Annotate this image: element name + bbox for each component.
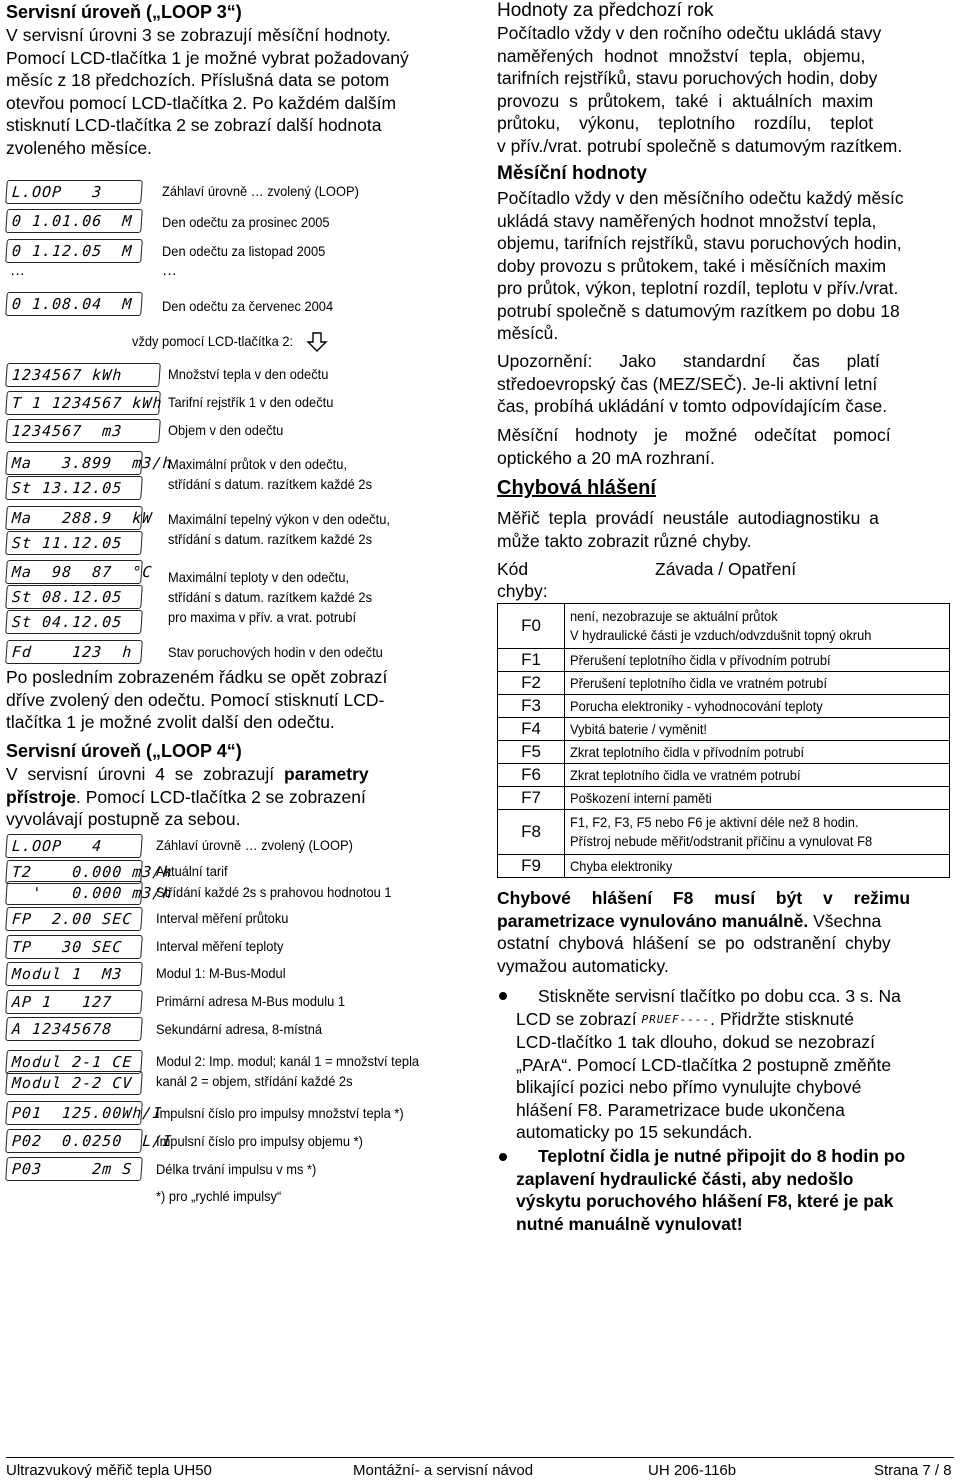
lcd-display: Ma 288.9 kW xyxy=(5,506,143,530)
lcd-label: Maximální teploty v den odečtu, xyxy=(168,569,350,585)
modul2-row xyxy=(6,1069,142,1096)
text-line xyxy=(497,910,953,933)
text-line: ukládá stavy naměřených hodnot množství tepla, xyxy=(497,210,877,231)
error-code: F0 xyxy=(498,604,565,649)
max-row xyxy=(6,529,142,556)
text-line: nutné manuálně vynulovat! xyxy=(516,1213,743,1234)
loop3-intro-line: zvoleného měsíce. xyxy=(6,137,152,158)
table-row xyxy=(498,764,950,787)
loop4-intro xyxy=(6,763,461,831)
lcd-display: 1234567 kWh xyxy=(5,363,161,387)
footer-product: Ultrazvukový měřič tepla UH50 xyxy=(6,1462,212,1479)
text-line: měsíců. xyxy=(497,323,559,343)
value-row xyxy=(6,389,164,416)
text-line: výskytu poruchového hlášení F8, které je pak xyxy=(516,1191,894,1211)
max-row xyxy=(6,583,142,610)
lcd-label: Délka trvání impulsu v ms *) xyxy=(156,1161,317,1177)
bold-span: přístroje xyxy=(6,786,77,807)
lcd-display: St 08.12.05 xyxy=(5,585,143,609)
error-line: F1, F2, F3, F5 nebo F6 je aktivní déle než 8 hodin. xyxy=(570,814,859,830)
lcd-label: pro maxima v přív. a vrat. potrubí xyxy=(168,609,357,625)
text-span: Všechna xyxy=(808,910,882,931)
text-line: LCD-tlačítko 1 tak dlouho, dokud se nezobrazí xyxy=(516,1032,875,1053)
text-line: Stiskněte servisní tlačítko po dobu cca. 3 s. Na xyxy=(538,986,901,1006)
lcd-label: Tarifní rejstřík 1 v den odečtu xyxy=(168,394,334,410)
text-span: LCD se zobrazí xyxy=(516,1008,637,1029)
loop4-row xyxy=(6,960,142,987)
lcd-display: AP 1 127 xyxy=(5,990,143,1014)
bullet-text xyxy=(497,1145,953,1235)
code-header xyxy=(497,558,548,602)
pulse-row xyxy=(6,1127,174,1154)
footer-rule xyxy=(6,1457,954,1458)
text-line: naměřených hodnot množství tepla, objemu, xyxy=(497,45,866,66)
errors-title: Chybová hlášení xyxy=(497,477,656,499)
lcd-display: 0 1.01.06 M xyxy=(5,209,143,233)
error-line: není, nezobrazuje se aktuální průtok xyxy=(570,608,778,624)
error-code: F4 xyxy=(498,718,565,741)
text-line xyxy=(516,1008,953,1032)
ellipsis: … xyxy=(10,262,25,279)
fault-header: Závada / Opatření xyxy=(655,559,797,579)
loop4-row xyxy=(6,832,142,859)
text-line: doby provozu s průtokem, také i měsíčních maxim xyxy=(497,255,887,276)
lcd-label: Maximální průtok v den odečtu, xyxy=(168,456,347,472)
text-span: . Pomocí LCD-tlačítka 2 se zobrazení xyxy=(76,786,366,807)
arrow-down-icon xyxy=(306,331,328,353)
lcd-display: 0 1.12.05 M xyxy=(5,239,143,263)
error-desc xyxy=(565,741,950,764)
pulse-row xyxy=(6,1155,142,1182)
lcd-display: T2 0.000 m3/h xyxy=(5,860,143,884)
table-row xyxy=(498,604,950,649)
lcd-display: TP 30 SEC xyxy=(5,935,143,959)
lcd-label: Interval měření teploty xyxy=(156,938,284,954)
lcd-display: 0 1.08.04 M xyxy=(5,292,143,316)
lcd-display: 1234567 m3 xyxy=(5,419,161,443)
lcd-label: Maximální tepelný výkon v den odečtu, xyxy=(168,511,390,527)
lcd-label: Střídání každé 2s s prahovou hodnotou 1 xyxy=(156,884,392,900)
pulse-row xyxy=(6,1099,164,1126)
monthly-title: Měsíční hodnoty xyxy=(497,163,647,184)
footer-doc: UH 206-116b xyxy=(648,1462,737,1479)
error-line: Porucha elektroniky - vyhodnocování teploty xyxy=(570,697,823,714)
text-line: může takto zobrazit různé chyby. xyxy=(497,530,752,551)
notice-text xyxy=(497,350,953,418)
lcd-label: Stav poruchových hodin v den odečtu xyxy=(168,644,383,660)
loop4-row xyxy=(6,905,142,932)
text-line: potrubí společně s datumovým razítkem po dobu 18 xyxy=(497,300,900,321)
lcd-display: L.OOP 4 xyxy=(5,834,143,858)
text-line: v přív./vrat. potrubí společně s datumovým razítkem. xyxy=(497,135,903,156)
error-code: F5 xyxy=(498,741,565,764)
text-line: „PArA“. Pomocí LCD-tlačítka 2 postupně změňte xyxy=(516,1054,892,1075)
pruef-lcd: PRUEF---- xyxy=(641,1012,711,1026)
text-line: Teplotní čidla je nutné připojit do 8 hodin po xyxy=(538,1146,906,1166)
error-desc xyxy=(565,695,950,718)
lcd-label: Impulsní číslo pro impulsy objemu *) xyxy=(156,1133,363,1149)
code-header-line: Kód xyxy=(497,559,529,579)
lcd-display: P01 125.00Wh/I xyxy=(5,1101,143,1125)
always-note xyxy=(132,331,328,353)
loop4-row xyxy=(6,933,142,960)
text-line: Po posledním zobrazeném řádku se opět zobrazí xyxy=(6,667,388,687)
max-row xyxy=(6,449,174,476)
error-desc xyxy=(565,718,950,741)
text-line: čas, probíhá ukládání v tomto odpovídajícím čase. xyxy=(497,396,888,416)
loop3-intro-line: měsíc z 18 předchozích. Příslušná data se potom xyxy=(6,70,390,90)
loop3-row xyxy=(6,207,142,234)
bullet-1 xyxy=(497,985,953,1144)
bullet-text xyxy=(497,985,953,1144)
lcd-label: střídání s datum. razítkem každé 2s xyxy=(168,589,373,605)
lcd-label: Modul 2: Imp. modul; kanál 1 = množství tepla xyxy=(156,1053,420,1069)
table-row xyxy=(498,741,950,764)
loop4-row xyxy=(6,988,142,1015)
text-line: automaticky po 15 sekundách. xyxy=(516,1122,753,1143)
error-code: F6 xyxy=(498,764,565,787)
error-code: F7 xyxy=(498,787,565,810)
lcd-label: Den odečtu za červenec 2004 xyxy=(162,298,334,314)
lcd-display: Fd 123 h xyxy=(5,640,143,664)
lcd-display: L.OOP 3 xyxy=(5,180,143,204)
always-label: vždy pomocí LCD-tlačítka 2: xyxy=(132,333,294,350)
errors-intro xyxy=(497,507,953,552)
lcd-display: St 13.12.05 xyxy=(5,476,143,500)
text-line: blikající pozici nebo přímo vynulujte chybové xyxy=(516,1077,862,1098)
max-row xyxy=(6,474,142,501)
loop4-row xyxy=(6,879,174,906)
error-code: F9 xyxy=(498,855,565,878)
table-row xyxy=(498,718,950,741)
error-desc xyxy=(565,810,950,855)
lcd-label: Den odečtu za listopad 2005 xyxy=(162,243,326,259)
text-line: Měřič tepla provádí neustále autodiagnostiku a xyxy=(497,508,879,528)
max-row xyxy=(6,608,142,635)
lcd-label: střídání s datum. razítkem každé 2s xyxy=(168,476,373,492)
table-row xyxy=(498,810,950,855)
error-desc xyxy=(565,649,950,672)
error-line: Přístroj nebude měřit/odstranit příčinu a vynulovat F8 xyxy=(570,833,873,849)
text-line: vyvolávají postupně za sebou. xyxy=(6,809,241,829)
text-line xyxy=(6,786,461,809)
text-line: hlášení F8. Parametrizace bude ukončena xyxy=(516,1099,845,1120)
loop3-intro-line: otevřou pomocí LCD-tlačítka 2. Po každém dalším xyxy=(6,92,397,113)
fd-row xyxy=(6,638,142,665)
table-row xyxy=(498,695,950,718)
text-line: vymažou automaticky. xyxy=(497,955,669,976)
lcd-display: Ma 98 87 °C xyxy=(5,560,143,584)
lcd-label: Sekundární adresa, 8-místná xyxy=(156,1021,323,1037)
lcd-display: ' 0.000 m3/h xyxy=(5,881,143,905)
lcd-label: Záhlaví úrovně … zvolený (LOOP) xyxy=(156,837,353,853)
lcd-label: kanál 2 = objem, střídání každé 2s xyxy=(156,1073,353,1089)
loop3-intro-line: V servisní úrovni 3 se zobrazují měsíční hodnoty. xyxy=(6,25,391,45)
value-row xyxy=(6,417,160,444)
after-text xyxy=(6,666,461,734)
error-desc xyxy=(565,604,950,649)
prev-year-title: Hodnoty za předchozí rok xyxy=(497,0,714,21)
text-line: průtoku, výkonu, teplotního rozdílu, teplot xyxy=(497,113,874,133)
text-line: Počítadlo vždy v den měsíčního odečtu každý měsíc xyxy=(497,188,904,208)
value-row xyxy=(6,361,160,388)
loop3-intro xyxy=(6,24,461,159)
bullet-icon xyxy=(499,1153,507,1161)
lcd-label: Aktuální tarif xyxy=(156,863,228,879)
f8-text xyxy=(497,887,953,977)
bold-span: parametry xyxy=(284,764,369,784)
text-line xyxy=(6,763,461,786)
text-line: tarifních rejstříků, stavu poruchových hodin, doby xyxy=(497,68,878,88)
error-line: Poškození interní paměti xyxy=(570,789,712,806)
table-row xyxy=(498,649,950,672)
error-code: F8 xyxy=(498,810,565,855)
loop3-intro-line: Pomocí LCD-tlačítka 1 je možné vybrat požadovaný xyxy=(6,47,409,68)
max-row xyxy=(6,558,154,585)
code-header-line: chyby: xyxy=(497,581,548,601)
footnote: *) pro „rychlé impulsy“ xyxy=(156,1188,282,1204)
error-desc xyxy=(565,672,950,695)
error-desc xyxy=(565,764,950,787)
table-row xyxy=(498,672,950,695)
lcd-display: P03 2m S xyxy=(5,1157,143,1181)
lcd-label: Objem v den odečtu xyxy=(168,422,284,438)
text-line: pro průtok, výkon, teplotní rozdíl, teplotu v přív./vrat. xyxy=(497,278,899,298)
loop3-row xyxy=(6,290,142,317)
loop3-row xyxy=(6,178,142,205)
lcd-display: St 04.12.05 xyxy=(5,610,143,634)
lcd-display: FP 2.00 SEC xyxy=(5,907,143,931)
bullet-icon xyxy=(499,992,507,1000)
lcd-display: T 1 1234567 kWh xyxy=(5,391,161,415)
loop3-title: Servisní úroveň („LOOP 3“) xyxy=(6,2,242,22)
lcd-label: Množství tepla v den odečtu xyxy=(168,366,329,382)
error-code: F2 xyxy=(498,672,565,695)
error-line: Chyba elektroniky xyxy=(570,857,673,874)
lcd-display: P02 0.0250 L/I xyxy=(5,1129,143,1153)
lcd-label: Impulsní číslo pro impulsy množství tepla *) xyxy=(156,1105,404,1121)
error-table xyxy=(497,603,950,878)
error-line: Přerušení teplotního čidla v přívodním potrubí xyxy=(570,651,831,668)
text-line: středoevropský čas (MEZ/SEČ). Je-li aktivní letní xyxy=(497,373,878,394)
loop3-intro-line: stisknutí LCD-tlačítka 2 se zobrazí další hodnota xyxy=(6,115,382,135)
lcd-label: Interval měření průtoku xyxy=(156,910,289,926)
text-line: provozu s průtokem, také i aktuálních maxim xyxy=(497,90,874,111)
text-line: objemu, tarifních rejstříků, stavu poruchových hodin, xyxy=(497,233,902,253)
lcd-display: Modul 2-2 CV xyxy=(5,1071,143,1095)
readout-text xyxy=(497,424,953,469)
lcd-display: Ma 3.899 m3/h xyxy=(5,451,143,475)
error-code: F1 xyxy=(498,649,565,672)
error-line: Zkrat teplotního čidla ve vratném potrubí xyxy=(570,766,801,783)
error-desc xyxy=(565,855,950,878)
ellipsis: … xyxy=(162,262,177,279)
monthly-text xyxy=(497,187,953,345)
error-desc xyxy=(565,787,950,810)
lcd-label: Záhlaví úrovně … zvolený (LOOP) xyxy=(162,183,359,199)
lcd-label: střídání s datum. razítkem každé 2s xyxy=(168,531,373,547)
footer-manual: Montážní- a servisní návod xyxy=(353,1462,534,1479)
bold-span: parametrizace vynulováno manuálně. xyxy=(497,910,809,931)
error-line: Vybitá baterie / vyměnit! xyxy=(570,720,707,737)
text-span: . Přidržte stisknuté xyxy=(710,1008,855,1029)
table-row xyxy=(498,855,950,878)
error-line: Přerušení teplotního čidla ve vratném potrubí xyxy=(570,674,828,691)
text-line: optického a 20 mA rozhraní. xyxy=(497,447,715,468)
bullet-2 xyxy=(497,1145,953,1235)
table-row xyxy=(498,787,950,810)
error-line: V hydraulické části je vzduch/odvzdušnit topný okruh xyxy=(570,627,872,643)
text-line: zaplavení hydraulické části, aby nedošlo xyxy=(516,1168,854,1189)
text-line: Chybové hlášení F8 musí být v režimu xyxy=(497,888,911,908)
error-line: Zkrat teplotního čidla v přívodním potrubí xyxy=(570,743,805,760)
max-row xyxy=(6,504,154,531)
text-line: dříve zvolený den odečtu. Pomocí stisknutí LCD- xyxy=(6,689,385,710)
text-line: Počítadlo vždy v den ročního odečtu ukládá stavy xyxy=(497,23,882,43)
text-span: V servisní úrovni 4 se zobrazují xyxy=(6,764,285,784)
loop4-title: Servisní úroveň („LOOP 4“) xyxy=(6,741,242,761)
loop3-row xyxy=(6,237,142,264)
text-line: Upozornění: Jako standardní čas platí xyxy=(497,351,880,371)
lcd-label: Primární adresa M-Bus modulu 1 xyxy=(156,993,345,1009)
lcd-display: A 12345678 xyxy=(5,1017,143,1041)
prev-year-text xyxy=(497,22,953,157)
footer-page: Strana 7 / 8 xyxy=(874,1462,952,1479)
error-code: F3 xyxy=(498,695,565,718)
text-line: ostatní chybová hlášení se po odstranění chyby xyxy=(497,933,891,953)
text-line: Měsíční hodnoty je možné odečítat pomocí xyxy=(497,425,891,445)
loop4-row xyxy=(6,1015,142,1042)
lcd-display: Modul 2-1 CE xyxy=(5,1050,143,1074)
lcd-label: Den odečtu za prosinec 2005 xyxy=(162,214,330,230)
lcd-display: Modul 1 M3 xyxy=(5,962,143,986)
lcd-label: Modul 1: M-Bus-Modul xyxy=(156,965,286,981)
text-line: tlačítka 1 je možné zvolit další den odečtu. xyxy=(6,712,335,732)
lcd-display: St 11.12.05 xyxy=(5,531,143,555)
